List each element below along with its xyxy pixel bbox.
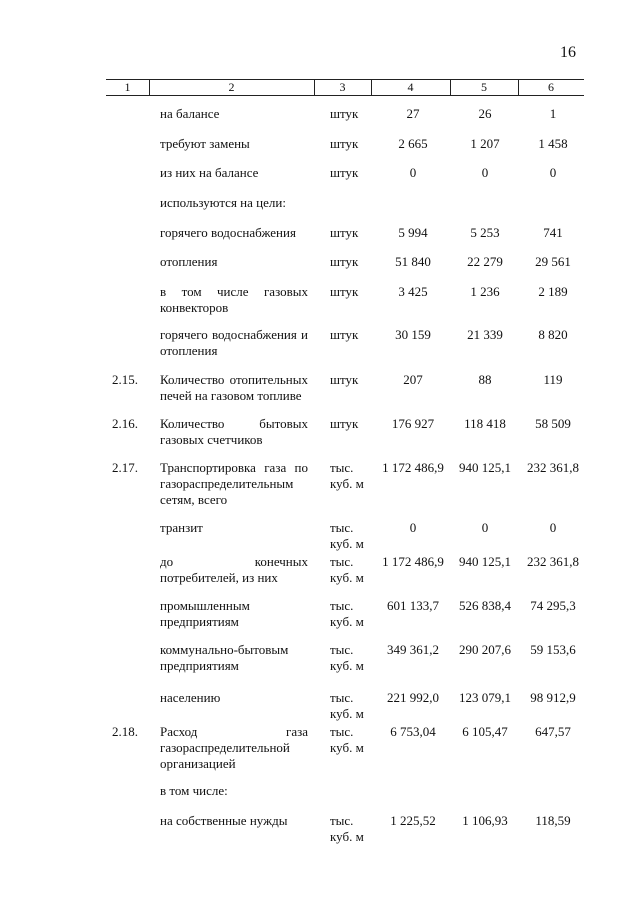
- row-value-col4: 27: [406, 106, 420, 121]
- row-value-col6: 74 295,3: [530, 598, 576, 613]
- row-value-col5: 940 125,1: [459, 554, 511, 569]
- row-value-col4: 1 172 486,9: [382, 460, 444, 475]
- row-value-col6: 119: [543, 372, 563, 387]
- row-unit: штук: [330, 254, 359, 269]
- row-value-col6: 2 189: [538, 284, 568, 299]
- row-value-col5: 940 125,1: [459, 460, 511, 475]
- row-value-col4: 30 159: [395, 327, 431, 342]
- row-indicator: населению: [160, 690, 221, 705]
- row-indicator: Количество отопительных печей на газовом топливе: [160, 372, 308, 403]
- row-indicator: в том числе газовых конвекторов: [160, 284, 308, 315]
- row-value-col5: 0: [481, 520, 489, 535]
- row-indicator: на собственные нужды: [160, 813, 288, 828]
- row-indicator: отопления: [160, 254, 218, 269]
- row-value-col5: 21 339: [467, 327, 503, 342]
- row-value-col5: 1 236: [470, 284, 500, 299]
- row-value-col4: 0: [409, 520, 417, 535]
- row-value-col6: 118,59: [535, 813, 571, 828]
- row-indicator: Транспортировка газа по газораспределительным сетям, всего: [160, 460, 308, 507]
- row-unit: штук: [330, 327, 359, 342]
- row-indicator: до конечных потребителей, из них: [160, 554, 308, 585]
- row-value-col5: 118 418: [464, 416, 506, 431]
- header-col-4: 4: [407, 80, 414, 94]
- row-value-col4: 207: [403, 372, 423, 387]
- row-unit: штук: [330, 416, 359, 431]
- row-number: 2.18.: [112, 724, 138, 739]
- row-value-col5: 1 207: [470, 136, 500, 151]
- row-value-col5: 1 106,93: [462, 813, 508, 828]
- row-indicator: Количество бытовых газовых счетчиков: [160, 416, 308, 447]
- page-number: 16: [560, 44, 576, 61]
- row-unit: тыс. куб. м: [330, 690, 364, 721]
- row-value-col4: 5 994: [398, 225, 428, 240]
- row-unit: штук: [330, 225, 359, 240]
- row-unit: тыс. куб. м: [330, 724, 364, 755]
- row-value-col6: 0: [549, 165, 557, 180]
- row-indicator: из них на балансе: [160, 165, 259, 180]
- row-value-col6: 98 912,9: [530, 690, 576, 705]
- header-col-5: 5: [481, 80, 487, 94]
- row-indicator: Расход газа газораспределительной организацией: [160, 724, 308, 771]
- row-value-col6: 1: [549, 106, 557, 121]
- row-unit: тыс. куб. м: [330, 642, 364, 673]
- row-value-col4: 51 840: [395, 254, 431, 269]
- row-value-col4: 2 665: [398, 136, 428, 151]
- row-unit: тыс. куб. м: [330, 813, 364, 844]
- header-col-2: 2: [228, 80, 235, 94]
- row-indicator: в том числе:: [160, 783, 228, 798]
- row-unit: тыс. куб. м: [330, 554, 364, 585]
- row-indicator: требуют замены: [160, 136, 250, 151]
- row-value-col6: 1 458: [538, 136, 568, 151]
- row-unit: штук: [330, 106, 359, 121]
- row-value-col6: 58 509: [535, 416, 571, 431]
- row-value-col4: 6 753,04: [390, 724, 436, 739]
- row-value-col4: 176 927: [391, 416, 435, 431]
- row-indicator: промышленным предприятиям: [160, 598, 250, 629]
- header-bottom-rule: [106, 95, 584, 96]
- row-indicator: коммунально-бытовым предприятиям: [160, 642, 289, 673]
- row-value-col6: 29 561: [535, 254, 571, 269]
- row-unit: тыс. куб. м: [330, 598, 364, 629]
- row-value-col5: 26: [478, 106, 492, 121]
- row-indicator: горячего водоснабжения и отопления: [160, 327, 308, 358]
- row-value-col5: 22 279: [467, 254, 503, 269]
- header-col-3: 3: [339, 80, 346, 94]
- row-value-col4: 221 992,0: [387, 690, 439, 705]
- row-unit: тыс. куб. м: [330, 520, 364, 551]
- row-value-col4: 0: [409, 165, 417, 180]
- row-value-col5: 0: [481, 165, 489, 180]
- row-value-col5: 5 253: [470, 225, 500, 240]
- row-value-col6: 59 153,6: [530, 642, 576, 657]
- row-value-col5: 526 838,4: [459, 598, 511, 613]
- row-indicator: на балансе: [160, 106, 220, 121]
- row-value-col6: 232 361,8: [527, 554, 579, 569]
- header-col-6: 6: [548, 80, 554, 94]
- row-value-col5: 290 207,6: [459, 642, 511, 657]
- row-value-col6: 647,57: [535, 724, 571, 739]
- row-number: 2.17.: [112, 460, 138, 475]
- row-value-col6: 8 820: [538, 327, 568, 342]
- row-value-col5: 88: [478, 372, 492, 387]
- row-number: 2.16.: [112, 416, 138, 431]
- row-value-col6: 741: [543, 225, 563, 240]
- row-value-col4: 1 172 486,9: [382, 554, 444, 569]
- row-unit: штук: [330, 284, 359, 299]
- row-value-col6: 0: [549, 520, 557, 535]
- row-number: 2.15.: [112, 372, 138, 387]
- row-unit: штук: [330, 165, 359, 180]
- row-indicator: горячего водоснабжения: [160, 225, 296, 240]
- row-unit: штук: [330, 136, 359, 151]
- row-value-col5: 6 105,47: [462, 724, 508, 739]
- row-value-col5: 123 079,1: [459, 690, 511, 705]
- row-value-col6: 232 361,8: [527, 460, 579, 475]
- row-indicator: используются на цели:: [160, 195, 286, 210]
- row-value-col4: 1 225,52: [390, 813, 436, 828]
- row-unit: штук: [330, 372, 359, 387]
- row-unit: тыс. куб. м: [330, 460, 364, 491]
- row-value-col4: 3 425: [398, 284, 428, 299]
- row-indicator: транзит: [160, 520, 203, 535]
- row-value-col4: 601 133,7: [387, 598, 439, 613]
- header-col-1: 1: [124, 80, 131, 94]
- row-value-col4: 349 361,2: [387, 642, 439, 657]
